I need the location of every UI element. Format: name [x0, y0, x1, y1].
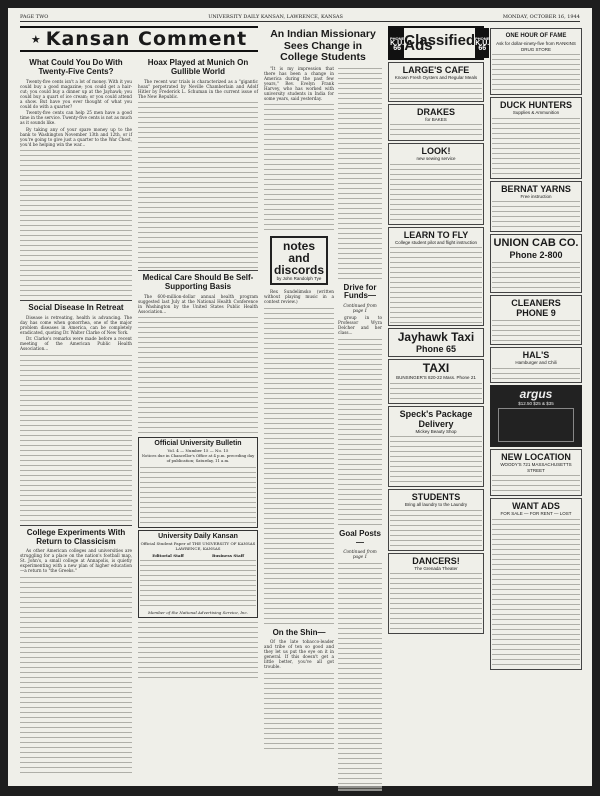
- text-block: [338, 66, 382, 281]
- classified-ad: UNION CAB CO. Phone 2-800: [490, 234, 582, 293]
- camera-ad: argus $12.50 $25 & $35: [490, 385, 582, 448]
- bulletin-box: [138, 437, 258, 528]
- bulletin-volume: Vol. 4 — Number 15 — No. 15: [167, 448, 229, 454]
- text-block: [20, 353, 132, 523]
- article-paragraph: Dr. Clarke's remarks were made before a recent meeting of the American Public Health Association...: [20, 336, 132, 352]
- text-block: [20, 148, 132, 298]
- column-2: [138, 56, 258, 780]
- bulletin-title: Official University Bulletin: [154, 440, 242, 448]
- article-paragraph: As other American colleges and universities are struggling for a place on the nation's football map, St. John's, a small college at Annapolis, is quietly experimenting with a new plan of higher education—a return to "the Greeks.": [20, 548, 132, 574]
- paper-subtitle: Official Student Paper of THE UNIVERSITY OF KANSAS LAWRENCE, KANSAS: [140, 541, 256, 552]
- classified-ad: HAL'S Hamburger and Chili: [490, 347, 582, 383]
- star-icon: ★: [30, 32, 42, 46]
- article-heading: Social Disease In Retreat: [28, 303, 124, 313]
- text-block: [264, 102, 334, 232]
- article-paragraph: The recent war trials is characterized as a "gigantic hoax" perpetrated by Neville Chamberlain and Adolf Hitler by Frederick L. Schuman in the current issue of The New Republic.: [138, 78, 258, 99]
- column-4: [388, 26, 490, 780]
- phone-badge-right: PHONE K.U. 66: [475, 28, 489, 58]
- article-paragraph: Twenty-five cents can help 25 men have a good time in the service. Twenty-five cents is not as much as it sounds like.: [20, 110, 132, 126]
- text-block: [264, 306, 334, 626]
- classified-ad: NEW LOCATION WOODY'S 721 MASSACHUSETTS STREET: [490, 449, 582, 496]
- classified-ad: CLEANERS PHONE 9: [490, 295, 582, 345]
- paper-title: UNIVERSITY DAILY KANSAN, LAWRENCE, KANSAS: [208, 13, 343, 20]
- classified-ad: DANCERS! The Grenada Theater: [388, 553, 484, 635]
- column-5: [490, 26, 582, 780]
- column-3: [264, 26, 382, 780]
- article-heading: Hoax Played at Munich On Gullible World: [147, 58, 249, 76]
- text-block: [138, 620, 258, 680]
- article-paragraph: The 600-million-dollar annual health program suggested last July at the National Health Conference in Washington by the United States Public Health Association...: [138, 293, 258, 314]
- classified-ad: WANT ADS FOR SALE — FOR RENT — LOST: [490, 498, 582, 670]
- article-heading: On the Shin—: [272, 627, 326, 637]
- paper-name: University Daily Kansan: [158, 533, 238, 541]
- camera-icon: [498, 408, 574, 442]
- classified-ad: BERNAT YARNS Free instruction: [490, 181, 582, 233]
- article-paragraph: Of the late tobacco-leader and tribe of ten so good and they let us put the eye on it in general. If this doesn't get a little better, you've all got trouble.: [264, 639, 335, 670]
- classified-ad: LARGE'S CAFE Known Fresh Oysters and Regular Meals: [388, 62, 484, 102]
- classified-ad: DUCK HUNTERS Supplies & Ammunition: [490, 97, 582, 179]
- text-block: [138, 315, 258, 435]
- continued-note: Continued from page 1: [343, 549, 377, 560]
- business-staff-label: Business Staff: [211, 553, 245, 559]
- article-paragraph: Disease is retreating, health is advancing. The day has come when gonorrhea, one of the major problem diseases in America, can be completely eradicated, quoting Dr. Walter Clarke of New York.: [20, 314, 132, 335]
- classified-header: [388, 26, 490, 60]
- newspaper-page: [8, 8, 592, 786]
- article-heading: Medical Care Should Be Self-Supporting Basis: [142, 273, 254, 291]
- bulletin-note: Notices due in Chancellor's Office at 4 p.m. preceding day of publication; Saturday, 11 a.m.: [141, 453, 255, 464]
- continued-note: Continued from page 1: [343, 303, 377, 314]
- article-paragraph: Rex Sundelimsko (written without playing music in a contest review.): [264, 289, 335, 305]
- comment-masthead: [20, 26, 258, 52]
- text-block: [264, 671, 334, 751]
- column-title: notes and discords: [274, 239, 325, 278]
- text-block: [338, 561, 382, 791]
- classified-ad: Speck's Package Delivery Mickey Beauty Shop: [388, 406, 484, 488]
- brand-logo: argus: [519, 386, 553, 401]
- article-heading: Drive for Funds—: [343, 282, 377, 301]
- column-1: [20, 56, 132, 780]
- article-paragraph: "It is my impression that there has been a change in America during the past few years," Rev. Evelyn Frank Harvey, who has worked with university students in India for some years, said yesterday.: [264, 65, 335, 101]
- article-paragraph: Twenty-five cents isn't a lot of money. With it you could buy a good magazine; you could get a hair-cut; you could buy a dinner up at the Jayhawk; you could buy a quart of ice cream; or you could attend a show. But have you ever thought of what you could do with a quarter?: [20, 78, 132, 109]
- classified-ad: STUDENTS Bring all laundry to the Laundry: [388, 489, 484, 551]
- text-block: [138, 100, 258, 268]
- column-byline: by John Randolph Tye: [276, 276, 322, 282]
- notes-and-discords-box: [270, 236, 328, 285]
- classified-ad: ONE HOUR OF FAME Ask for dollar-ninety-five from RANKINS DRUG STORE: [490, 28, 582, 95]
- article-heading: What Could You Do With Twenty-Five Cents?: [29, 58, 123, 76]
- staff-box: [138, 530, 258, 618]
- page-number: PAGE TWO: [20, 13, 49, 20]
- article-paragraph: By taking any of your spare money up to the bank to Washington November 13th and 12th, or if you're going to give just a quarter to the War Chest, you'd be helping win the war...: [20, 126, 132, 147]
- staff-footer: Member of the National Advertising Service, Inc.: [147, 610, 249, 616]
- classified-title: Classified Ads: [404, 32, 476, 54]
- masthead-title: Kansan Comment: [45, 28, 248, 50]
- classified-ad: DRAKES for BAKES: [388, 104, 484, 142]
- classified-ad: TAXI BUNSINGER'S 820-22 Mass. Phone 21: [388, 359, 484, 404]
- classified-ad: LEARN TO FLY College student pilot and flight instruction: [388, 227, 484, 327]
- editorial-staff-label: Editorial Staff: [152, 553, 184, 559]
- text-block: [20, 575, 132, 775]
- article-heading: College Experiments With Return to Classicism: [26, 527, 126, 546]
- article-heading: Goal Posts—: [339, 528, 381, 547]
- article-heading: An Indian Missionary Sees Change in College Students: [270, 28, 376, 64]
- issue-date: MONDAY, OCTOBER 16, 1944: [502, 13, 580, 20]
- classified-ad: LOOK! new sewing service: [388, 143, 484, 225]
- text-block: [338, 337, 382, 527]
- phone-badge-left: PHONE K.U. 66: [390, 28, 404, 58]
- article-paragraph: group in to Professor Wyra Delcher and her class...: [338, 315, 382, 336]
- page-header: [20, 12, 580, 22]
- classified-ad: Jayhawk Taxi Phone 65: [388, 328, 484, 357]
